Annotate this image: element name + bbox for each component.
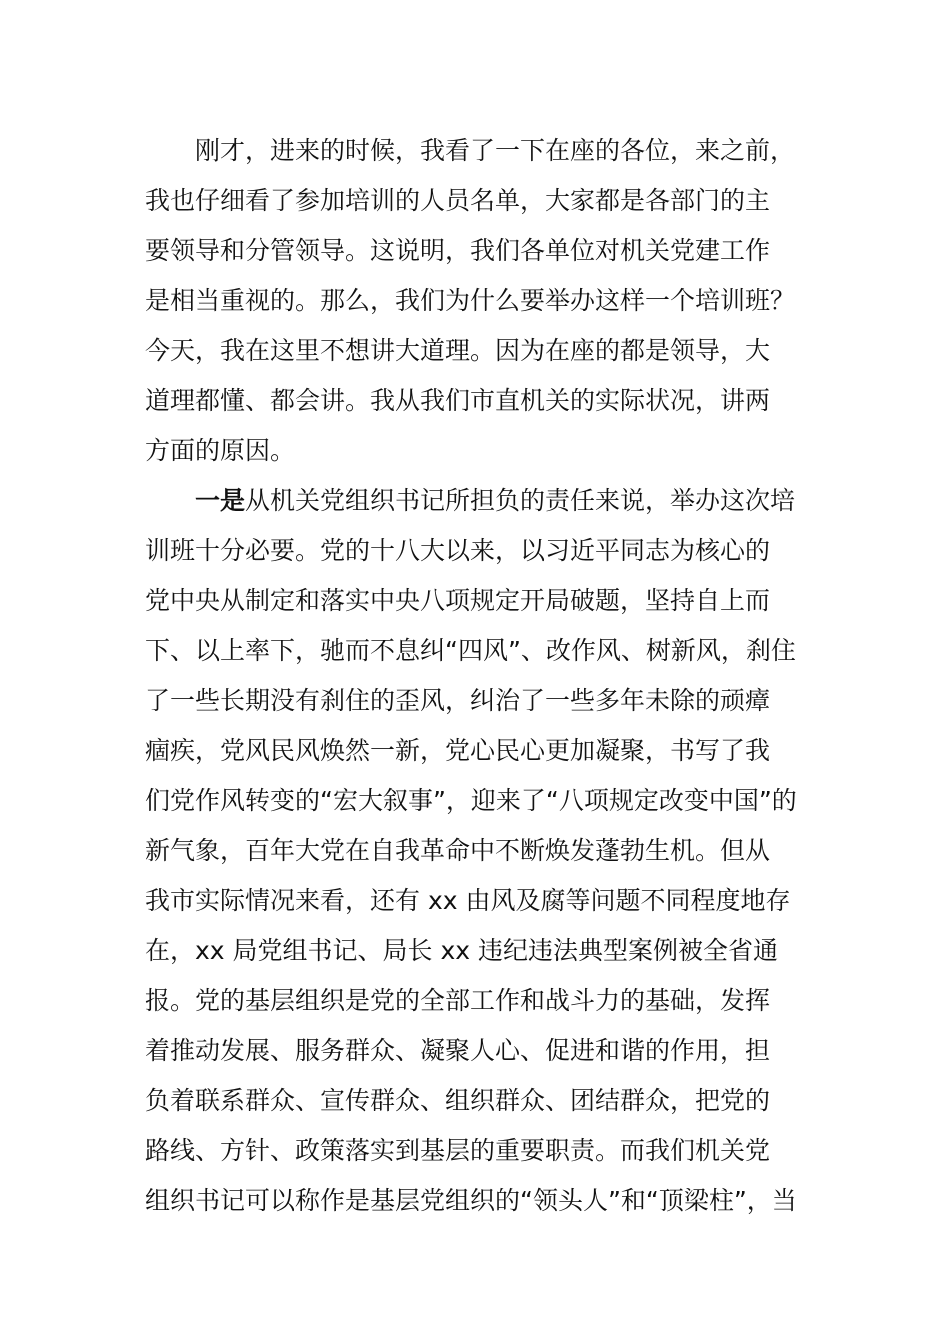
paragraph-1-line-2: 我也仔细看了参加培训的人员名单，大家都是各部门的主 [145,186,771,215]
paragraph-2-line-12: 着推动发展、服务群众、凝聚人心、促进和谐的作用，担 [145,1036,771,1065]
paragraph-2-line-3: 党中央从制定和落实中央八项规定开局破题，坚持自上而 [145,586,771,615]
paragraph-2-line-1 [145,486,795,516]
paragraph-2-first-line-text: 从机关党组织书记所担负的责任来说，举办这次培 [245,486,796,515]
paragraph-2-line-4: 下、以上率下，驰而不息纠“四风”、改作风、树新风，刹住 [145,636,796,665]
paragraph-2-bold-lead: 一是 [195,486,246,515]
paragraph-2-line-2: 训班十分必要。党的十八大以来，以习近平同志为核心的 [145,536,771,565]
paragraph-1-line-1: 刚才，进来的时候，我看了一下在座的各位，来之前， [145,136,796,165]
paragraph-2-line-15: 组织书记可以称作是基层党组织的“领头人”和“顶梁柱”，当 [145,1186,797,1215]
paragraph-2-line-13: 负着联系群众、宣传群众、组织群众、团结群众，把党的 [145,1086,771,1115]
paragraph-2-line-9: 我市实际情况来看，还有 xx 由风及腐等问题不同程度地存 [145,886,791,915]
paragraph-2-indent [145,486,195,515]
paragraph-2-line-10: 在，xx 局党组书记、局长 xx 违纪违法典型案例被全省通 [145,936,779,965]
paragraph-2-line-8: 新气象，百年大党在自我革命中不断焕发蓬勃生机。但从 [145,836,771,865]
paragraph-2-line-7: 们党作风转变的“宏大叙事”，迎来了“八项规定改变中国”的 [145,786,797,815]
paragraph-1-line-7: 方面的原因。 [145,436,296,465]
paragraph-2-line-5: 了一些长期没有刹住的歪风，纠治了一些多年未除的顽瘴 [145,686,771,715]
paragraph-2-line-14: 路线、方针、政策落实到基层的重要职责。而我们机关党 [145,1136,771,1165]
paragraph-1-line-4: 是相当重视的。那么，我们为什么要举办这样一个培训班？ [145,286,796,315]
paragraph-2-line-11: 报。党的基层组织是党的全部工作和战斗力的基础，发挥 [145,986,771,1015]
paragraph-1-line-3: 要领导和分管领导。这说明，我们各单位对机关党建工作 [145,236,771,265]
paragraph-1-line-5: 今天，我在这里不想讲大道理。因为在座的都是领导，大 [145,336,771,365]
paragraph-1-line-6: 道理都懂、都会讲。我从我们市直机关的实际状况，讲两 [145,386,771,415]
paragraph-2-line-6: 痼疾，党风民风焕然一新，党心民心更加凝聚，书写了我 [145,736,771,765]
